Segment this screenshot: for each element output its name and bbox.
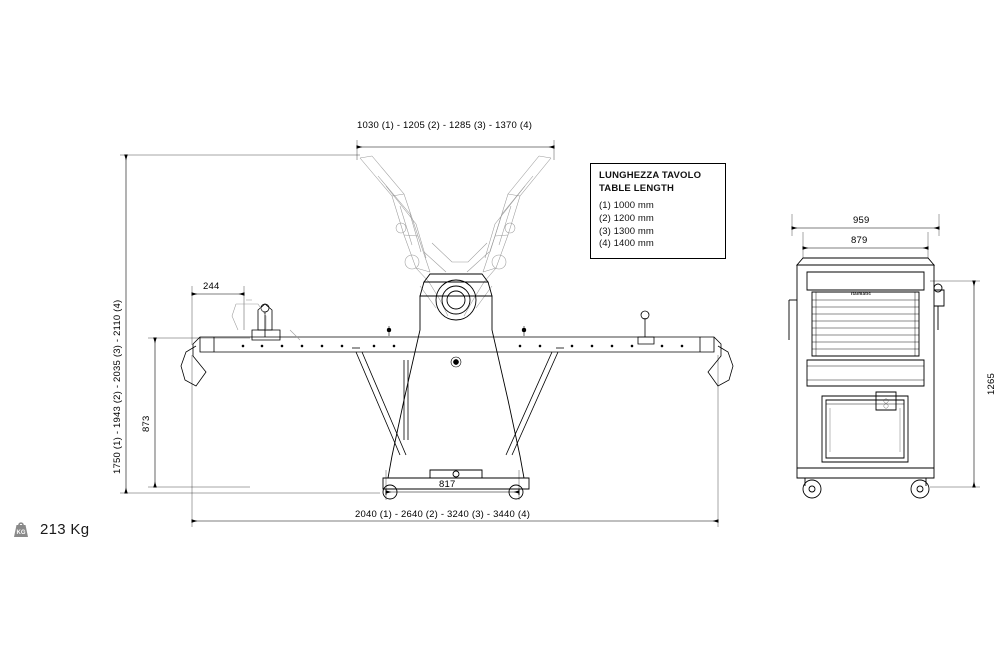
weight-value: 213 Kg	[40, 520, 90, 538]
note-title-it: LUNGHEZZA TAVOLO	[599, 170, 702, 181]
note-option-4: (4) 1400 mm	[599, 238, 654, 250]
dim-left-offset-label: 244	[203, 281, 220, 292]
note-option-1: (1) 1000 mm	[599, 200, 654, 212]
dim-overall-width-label: 2040 (1) - 2640 (2) - 3240 (3) - 3440 (4)	[355, 509, 531, 520]
note-option-2: (2) 1200 mm	[599, 212, 654, 224]
table-length-note-box	[590, 163, 726, 259]
dim-side-depth-outer-label: 959	[853, 215, 870, 226]
dim-base-width-label: 817	[439, 479, 456, 490]
dim-work-height-label: 873	[141, 415, 152, 432]
svg-text:KG: KG	[16, 530, 26, 536]
note-title-en: TABLE LENGTH	[599, 182, 675, 194]
machine-brand-label: Italmatic	[851, 291, 872, 296]
dim-side-depth-inner-label: 879	[851, 235, 868, 246]
note-option-3: (3) 1300 mm	[599, 225, 654, 237]
dim-side-height-label: 1265	[986, 373, 997, 395]
weight-kg-icon	[10, 518, 32, 540]
dim-overall-height-label: 1750 (1) - 1943 (2) - 2035 (3) - 2110 (4)	[112, 299, 123, 474]
dim-top-width-label: 1030 (1) - 1205 (2) - 1285 (3) - 1370 (4)	[357, 120, 533, 131]
weight-badge	[10, 518, 89, 540]
